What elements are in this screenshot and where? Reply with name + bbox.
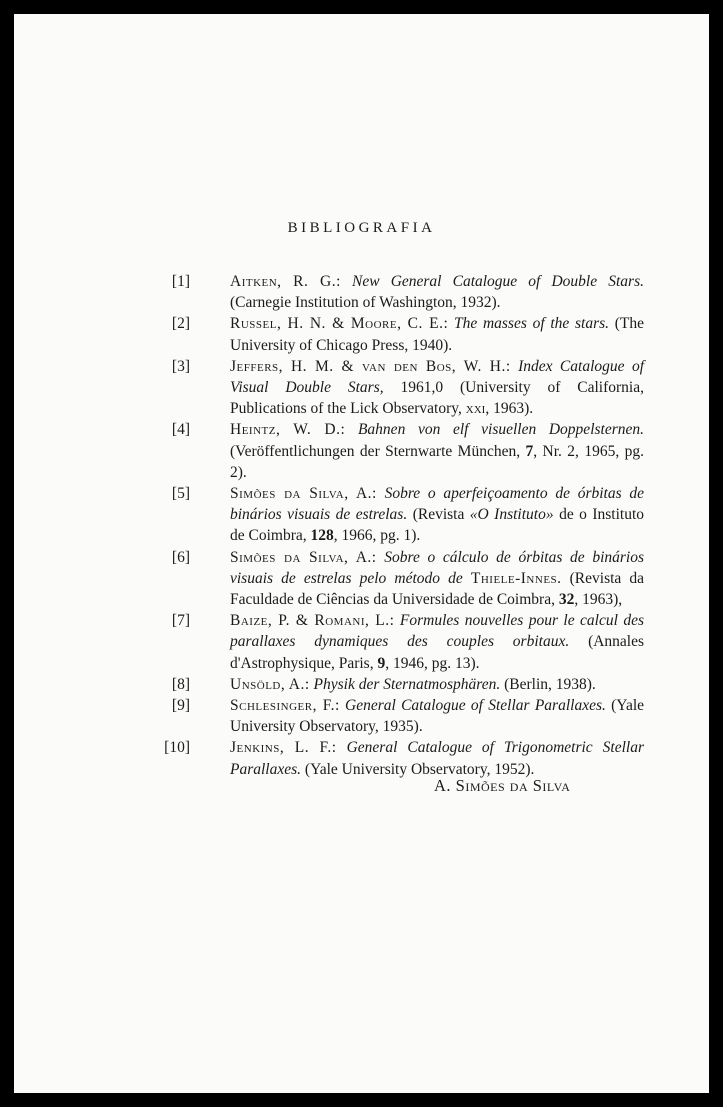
bibliography-entry-5 [164, 483, 644, 547]
entry-author: Simões da Silva, A.: [230, 485, 377, 503]
entry-publication-end: , 1963). [485, 400, 534, 418]
bibliography-entry-9 [164, 695, 644, 737]
entry-author: Unsöld, A.: [230, 675, 310, 693]
bibliography-entry-10 [164, 737, 644, 779]
entry-number: [3] [171, 357, 190, 375]
bibliography-entry-1 [164, 271, 644, 313]
entry-publication: (Yale University Observatory, 1935). [230, 697, 645, 736]
entry-title: Sobre o cálculo de órbitas de binários visuais de estrelas pelo método de [230, 548, 645, 587]
entry-title: General Catalogue of Trigonometric Stellar Parallaxes. [230, 739, 644, 778]
bibliography-entry-8 [164, 674, 644, 695]
entry-author: Aitken, R. G.: [230, 273, 341, 290]
entry-publication: (Carnegie Institution of Washington, 1932). [230, 294, 501, 312]
entry-number: [9] [171, 697, 190, 715]
entry-publication-end: , 1963), [574, 591, 623, 609]
entry-title: Sobre o aperfeiçoamento de órbitas de binários visuais de estrelas. [230, 485, 645, 524]
entry-volume-roman: xxi [465, 400, 486, 418]
entry-publication: (Revista [412, 506, 465, 524]
entry-publication-end: , Nr. 2, 1965, pg. 2). [230, 442, 644, 481]
bibliography-entry-7 [164, 610, 644, 674]
entry-author: Heintz, W. D.: [230, 421, 346, 439]
entry-publication-mid: de o Instituto de Coimbra, [230, 506, 645, 545]
entry-title: The masses of the stars. [453, 315, 610, 333]
entry-title: Physik der Sternatmosphären. [313, 675, 501, 693]
entry-number: [1] [171, 273, 190, 290]
entry-publication: (Revista da Faculdade de Ciências da Universidade de Coimbra, [230, 569, 645, 609]
entry-number: [2] [171, 315, 190, 333]
entry-author: Jenkins, L. F.: [230, 739, 337, 757]
entry-publication: (Veröffentlichungen der Sternwarte München, [230, 442, 521, 460]
entry-number: [4] [171, 421, 190, 439]
bibliography-entry-4 [164, 419, 644, 483]
entry-number: [6] [171, 548, 190, 566]
entry-publication: (Yale University Observatory, 1952). [304, 760, 535, 778]
entry-method: Thiele-Innes. [470, 569, 562, 587]
entry-number: [7] [171, 612, 190, 630]
entry-number: [10] [164, 739, 190, 757]
entry-publication: (Annales d'Astrophysique, Paris, [230, 633, 645, 672]
bibliography-entry-3 [164, 356, 644, 420]
entry-title: Index Catalogue of Visual Double Stars, [230, 357, 644, 397]
entry-publication-end: , 1966, pg. 1). [333, 527, 421, 545]
entry-author: Baize, P. & Romani, L.: [230, 612, 395, 630]
bibliography-list [164, 271, 644, 780]
entry-author: Schlesinger, F.: [230, 697, 340, 715]
entry-journal: «O Instituto» [469, 506, 554, 524]
entry-publication-end: , 1946, pg. 13). [385, 654, 480, 672]
entry-publication: 1961,0 (University of California, Publications of the Lick Observatory, [230, 379, 644, 418]
entry-author: Simões da Silva, A.: [230, 548, 377, 566]
entry-volume: 128 [310, 527, 334, 545]
entry-publication: (Berlin, 1938). [504, 675, 596, 693]
author-signature: A. Simões da Silva [434, 776, 571, 795]
entry-publication: (The University of Chicago Press, 1940). [230, 315, 645, 354]
entry-number: [5] [171, 485, 190, 503]
entry-title: Formules nouvelles pour le calcul des parallaxes dynamiques des couples orbitaux. [230, 612, 645, 651]
entry-author: Jeffers, H. M. & van den Bos, W. H.: [230, 357, 511, 375]
entry-volume: 9 [377, 654, 386, 672]
entry-title: Bahnen von elf visuellen Doppelsternen. [357, 421, 645, 439]
entry-number: [8] [171, 675, 190, 693]
entry-author: Russel, H. N. & Moore, C. E.: [230, 315, 449, 333]
entry-volume: 7 [525, 442, 534, 460]
document-page [14, 14, 709, 1093]
entry-volume: 32 [558, 591, 575, 609]
bibliography-entry-2 [164, 313, 644, 355]
entry-title: New General Catalogue of Double Stars. [352, 273, 644, 290]
page-title: BIBLIOGRAFIA [287, 220, 436, 236]
entry-title: General Catalogue of Stellar Parallaxes. [345, 697, 606, 715]
bibliography-entry-6 [164, 547, 644, 611]
